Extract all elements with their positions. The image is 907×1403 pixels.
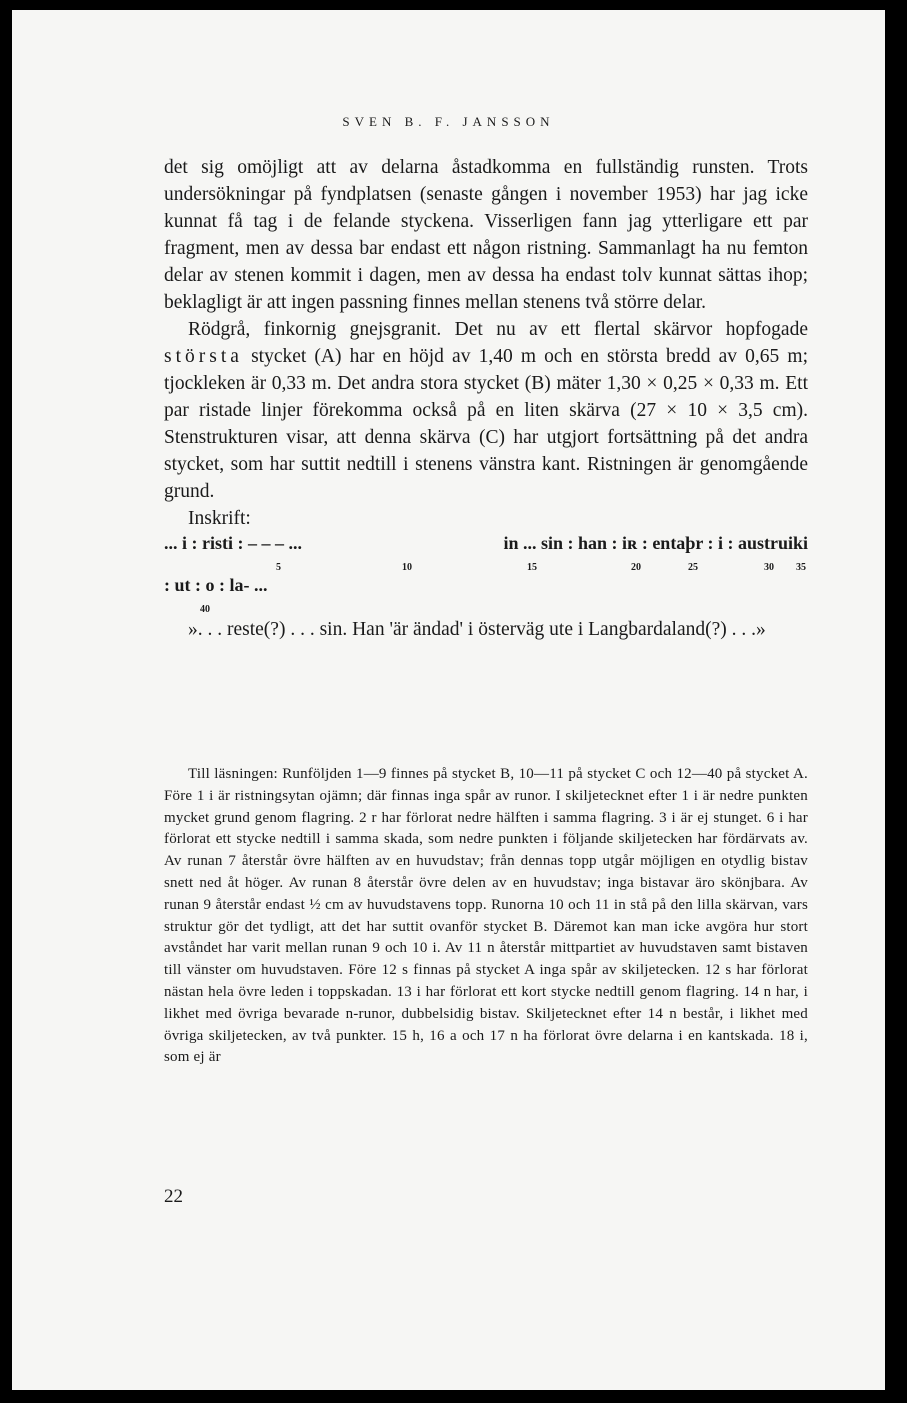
inscription-line-1 [164,532,808,554]
rune-number: 25 [688,562,698,573]
paragraph-1: det sig omöjligt att av delarna åstadkomma en fullständig runsten. Trots undersökningar på fyndplatsen (senaste gången i november 1953) har jag icke kunnat få tag i de felande styckena. Visserligen fann jag ytterligare ett par fragment, men av dessa bar endast ett någon ristning. Sammanlagt ha nu femton delar av stenen kommit i dagen, men av dessa ha endast tolv kunnat sättas ihop; beklagligt är att ingen passning finnes mellan stenens två större delar. [164,157,808,313]
running-head: SVEN B. F. JANSSON [342,114,555,129]
notes-paragraph: Till läsningen: Runföljden 1—9 finnes på stycket B, 10—11 på stycket C och 12—40 på stycket A. Före 1 i är ristningsytan ojämn; där finnas inga spår av runor. I skiljetecknet efter 1 i är nedre punkten mycket grund genom flagring. 2 r har förlorat nedre hälften i samma flagring. 3 i är ej stunget. 6 i har förlorat ett stycke nedtill i samma skada, som nedre punkten i följande skiljetecken har fördärvats av. Av runan 7 återstår övre hälften av en huvudstav; från dennas topp utgår möjligen en otydlig bistav snett ned åt höger. Av runan 8 återstår övre delen av en huvudstav; inga bistavar äro skönjbara. Av runan 9 återstår endast ½ cm av huvudstavens topp. Runorna 10 och 11 in stå på den lilla skärvan, vars struktur gör det tydligt, att det har suttit ovanför stycket B. Däremot kan man icke avgöra hur stort avståndet har varit mellan runan 9 och 10 i. Av 11 n återstår mittpartiet av huvudstaven samt bistaven till vänster om huvudstaven. Före 12 s finnas på stycket A inga spår av skiljetecken. 12 s har förlorat nästan hela övre leden i toppskadan. 13 i har förlorat ett kort stycke nedtill genom flagring. 14 n har, i likhet med övriga bevarade n-runor, dubbelsidig bistav. Skiljetecknet efter 14 n består, i likhet med övriga skiljetecken, av två punkter. 15 h, 16 a och 17 n ha förlorat övre delarna i en kantskada. 18 i, som ej är [164,766,808,1066]
rune-number: 10 [402,562,412,573]
inscription-line-2: : ut : o : la- ... [164,575,268,595]
paragraph-2 [164,316,808,505]
rune-number: 20 [631,562,641,573]
translation: ». . . reste(?) . . . sin. Han 'är ändad' i österväg ute i Langbardaland(?) . . .» [188,619,766,640]
book-page [12,10,885,1390]
inscription-numbers-2 [164,596,808,616]
rune-number: 15 [527,562,537,573]
inscription-line-1-end: in ... sin : han : iʀ : entaþr : i : austruiki [503,533,808,553]
paragraph-2-part-1: Rödgrå, finkornig gnejsgranit. Det nu av ett flertal skärvor hopfogade [188,319,808,340]
rune-number: 5 [276,562,281,573]
inscription-label: Inskrift: [188,508,251,529]
rune-number: 40 [200,604,210,615]
main-text [164,154,808,643]
reading-notes [164,764,808,1069]
paragraph-2-part-2: stycket (A) har en höjd av 1,40 m och en största bredd av 0,65 m; tjockleken är 0,33 m. Det andra stora stycket (B) mäter 1,30 × 0,25 × 0,33 m. Ett par ristade linjer förekomma också på en liten skärva (27 × 10 × 3,5 cm). Stenstrukturen visar, att denna skärva (C) har utgjort fortsättning på det andra stycket, som har suttit nedtill i stenens vänstra kant. Ristningen är genomgående grund. [164,346,808,502]
page-number: 22 [164,1186,183,1207]
inscription-line-1-start: ... i : risti : – – – ... [164,533,302,553]
inscription-numbers-1 [164,554,808,574]
paragraph-2-emphasis: största [164,346,243,367]
rune-number: 35 [796,562,806,573]
rune-number: 30 [764,562,774,573]
